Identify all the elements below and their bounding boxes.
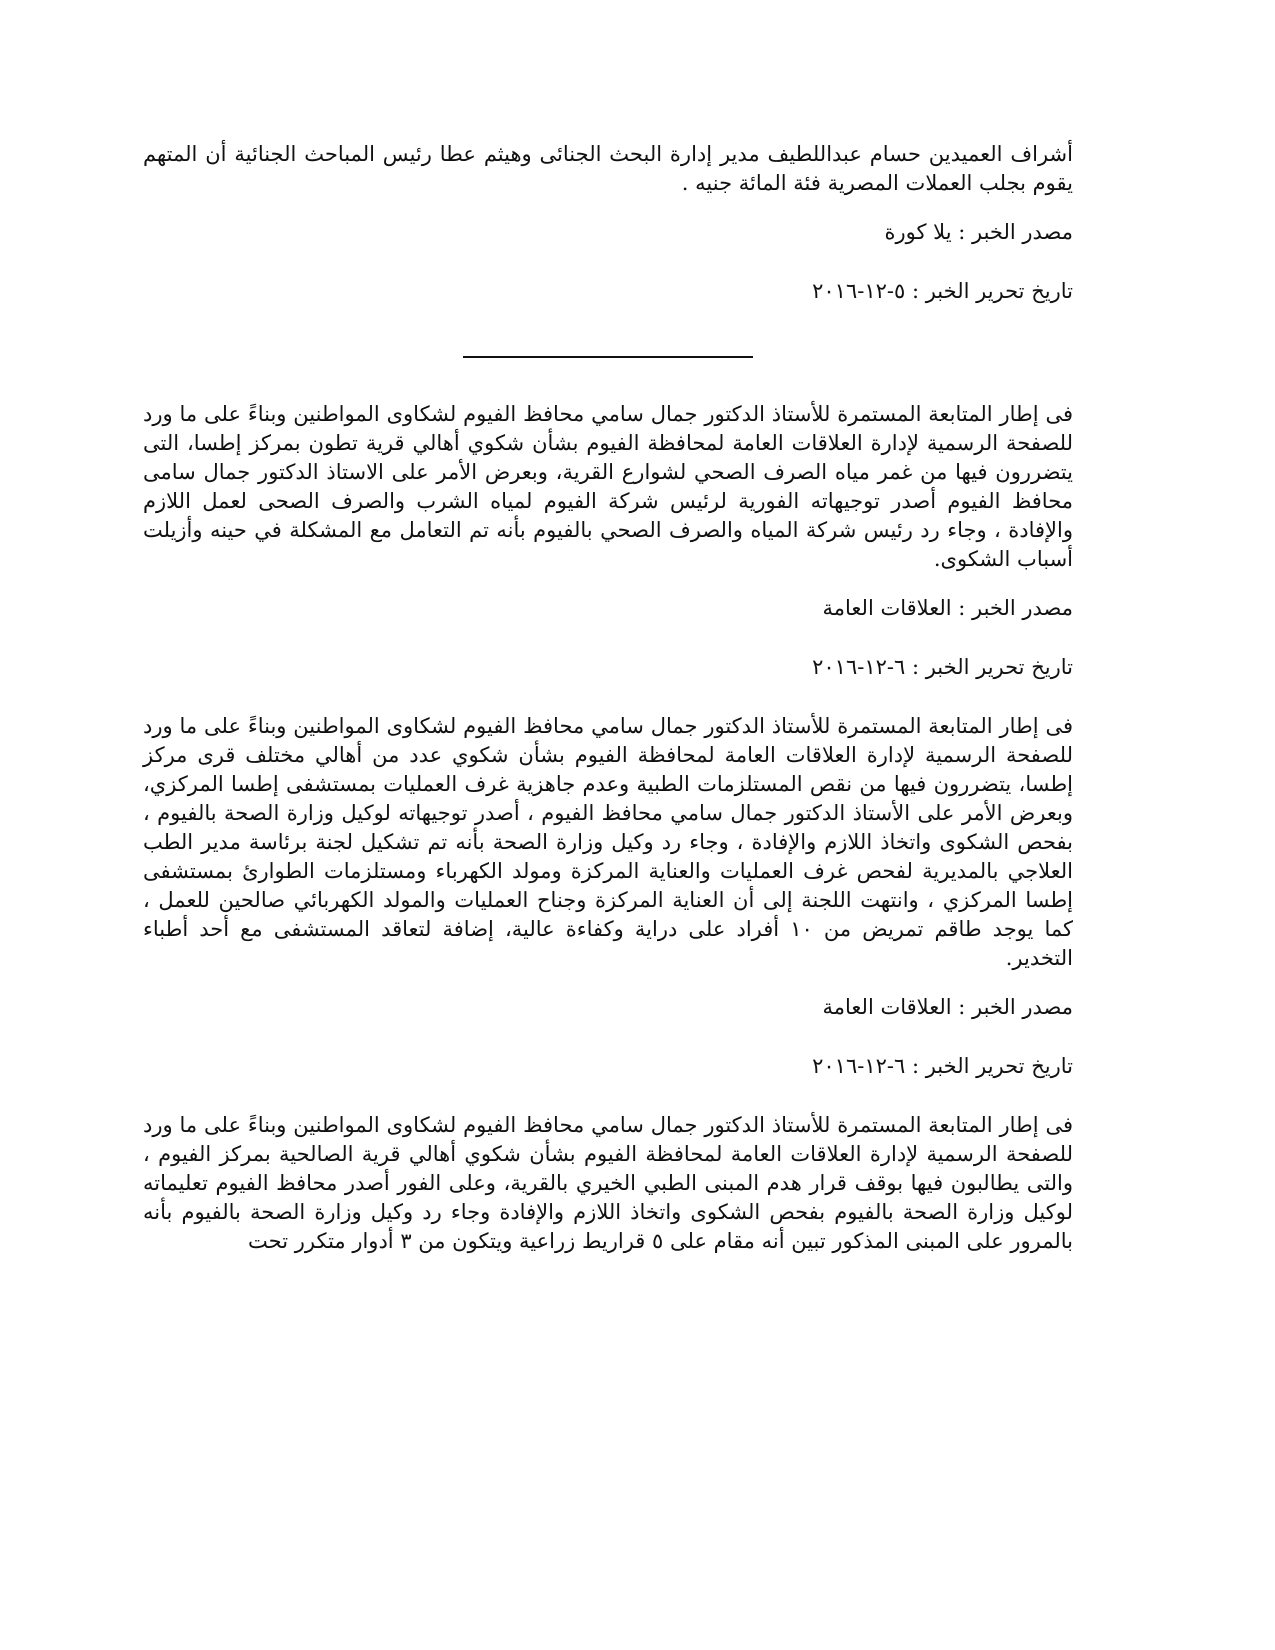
news-source: مصدر الخبر : العلاقات العامة bbox=[822, 995, 1073, 1019]
section-divider bbox=[143, 336, 1073, 388]
news-date: تاريخ تحرير الخبر : ٥-١٢-٢٠١٦ bbox=[812, 279, 1073, 303]
news-date: تاريخ تحرير الخبر : ٦-١٢-٢٠١٦ bbox=[812, 1054, 1073, 1078]
divider-line bbox=[463, 356, 753, 358]
article-body: فى إطار المتابعة المستمرة للأستاذ الدكتور جمال سامي محافظ الفيوم لشكاوى المواطنين وبناءً على ما ورد للصفحة الرسمية لإدارة العلاقات العامة لمحافظة الفيوم بشأن شكوي أهالي قرية الصالحية بمركز الفيوم ، والتى يطالبون فيها بوقف قرار هدم المبنى الطبي الخيري بالقرية، وعلى الفور أصدر محافظ الفيوم تعليماته لوكيل وزارة الصحة بالفيوم بفحص الشكوى واتخاذ اللازم والإفادة وجاء رد وكيل وزارة الصحة بالفيوم بأنه بالمرور على المبنى المذكور تبين أنه مقام على ٥ قراريط زراعية ويتكون من ٣ أدوار متكرر تحت bbox=[143, 1113, 1073, 1253]
news-source: مصدر الخبر : يلا كورة bbox=[884, 220, 1073, 244]
news-source: مصدر الخبر : العلاقات العامة bbox=[822, 596, 1073, 620]
news-date: تاريخ تحرير الخبر : ٦-١٢-٢٠١٦ bbox=[812, 655, 1073, 679]
article-body: فى إطار المتابعة المستمرة للأستاذ الدكتور جمال سامي محافظ الفيوم لشكاوى المواطنين وبناءً على ما ورد للصفحة الرسمية لإدارة العلاقات العامة لمحافظة الفيوم بشأن شكوي أهالي قرية تطون بمركز إطسا، التى يتضررون فيها من غمر مياه الصرف الصحي لشوارع القرية، وبعرض الأمر على الاستاذ الدكتور جمال سامى محافظ الفيوم أصدر توجيهاته الفورية لرئيس شركة الفيوم لمياه الشرب والصرف الصحى لعمل اللازم والإفادة ، وجاء رد رئيس شركة المياه والصرف الصحي بالفيوم بأنه تم التعامل مع المشكلة في حينه وأزيلت أسباب الشكوى. bbox=[143, 402, 1074, 571]
article-body: أشراف العميدين حسام عبداللطيف مدير إدارة البحث الجنائى وهيثم عطا رئيس المباحث الجنائية أن المتهم يقوم بجلب العملات المصرية فئة المائة جنيه . bbox=[143, 142, 1073, 195]
article-body: فى إطار المتابعة المستمرة للأستاذ الدكتور جمال سامي محافظ الفيوم لشكاوى المواطنين وبناءً على ما ورد للصفحة الرسمية لإدارة العلاقات العامة لمحافظة الفيوم بشأن شكوي عدد من أهالي مختلف قرى مركز إطسا، يتضررون فيها من نقص المستلزمات الطبية وعدم جاهزية غرف العمليات بمستشفى إطسا المركزي، وبعرض الأمر على الأستاذ الدكتور جمال سامي محافظ الفيوم ، أصدر توجيهاته لوكيل وزارة الصحة بالفيوم ، بفحص الشكوى واتخاذ اللازم والإفادة ، وجاء رد وكيل وزارة الصحة بأنه تم تشكيل لجنة برئاسة مدير الطب العلاجي بالمديرية لفحص غرف العمليات والعناية المركزة ومولد الكهرباء ومستلزمات الطوارئ بمستشفى إطسا المركزي ، وانتهت اللجنة إلى أن العناية المركزة وجناح العمليات والمولد الكهربائي صالحين للعمل ، كما يوجد طاقم تمريض من ١٠ أفراد على دراية وكفاءة عالية، إضافة لتعاقد المستشفى مع أحد أطباء التخدير. bbox=[143, 714, 1073, 970]
document-page bbox=[143, 140, 1073, 1276]
